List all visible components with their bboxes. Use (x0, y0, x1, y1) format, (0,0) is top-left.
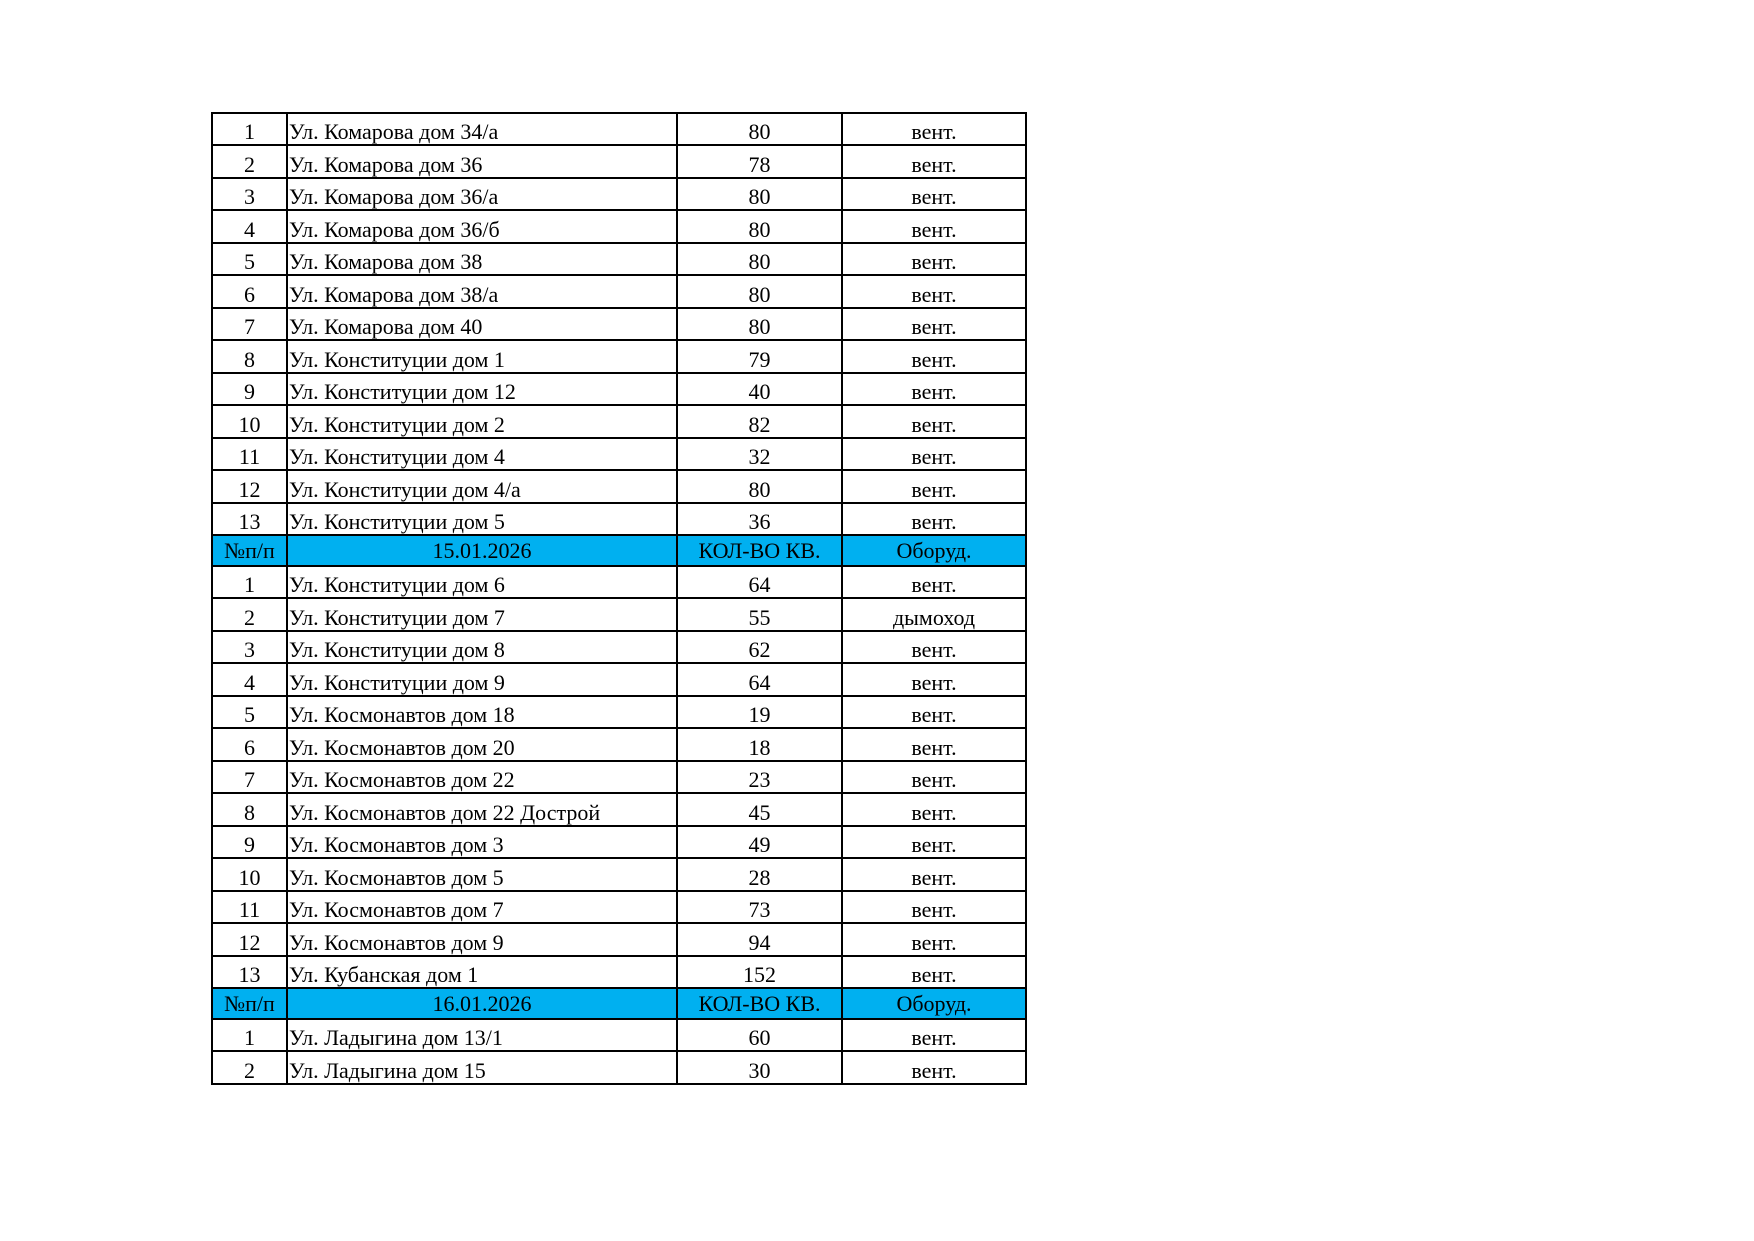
row-address: Ул. Комарова дом 40 (287, 308, 677, 340)
row-equipment: вент. (842, 858, 1026, 891)
row-number: 7 (212, 761, 287, 793)
row-number: 1 (212, 566, 287, 598)
row-apartment-count: 73 (677, 891, 842, 923)
row-address: Ул. Комарова дом 38/а (287, 275, 677, 308)
row-apartment-count: 45 (677, 793, 842, 826)
row-equipment: вент. (842, 826, 1026, 858)
row-equipment: вент. (842, 728, 1026, 761)
date-header-row (212, 988, 1026, 1019)
row-apartment-count: 49 (677, 826, 842, 858)
row-apartment-count: 80 (677, 243, 842, 275)
row-apartment-count: 64 (677, 663, 842, 696)
row-apartment-count: 152 (677, 956, 842, 988)
row-equipment: вент. (842, 956, 1026, 988)
row-address: Ул. Конституции дом 2 (287, 405, 677, 438)
row-apartment-count: 82 (677, 405, 842, 438)
table-row (212, 858, 1026, 891)
row-number: 1 (212, 113, 287, 145)
row-address: Ул. Конституции дом 6 (287, 566, 677, 598)
row-address: Ул. Космонавтов дом 18 (287, 696, 677, 728)
table-row (212, 470, 1026, 503)
row-apartment-count: 80 (677, 470, 842, 503)
row-number: 6 (212, 728, 287, 761)
row-address: Ул. Кубанская дом 1 (287, 956, 677, 988)
row-equipment: вент. (842, 243, 1026, 275)
row-address: Ул. Космонавтов дом 7 (287, 891, 677, 923)
row-equipment: вент. (842, 178, 1026, 210)
row-address: Ул. Комарова дом 36 (287, 145, 677, 178)
row-apartment-count: 32 (677, 438, 842, 470)
row-number: 5 (212, 243, 287, 275)
table-row (212, 956, 1026, 988)
row-apartment-count: 80 (677, 308, 842, 340)
row-number: 10 (212, 858, 287, 891)
row-number: 12 (212, 470, 287, 503)
row-equipment: вент. (842, 470, 1026, 503)
table-row (212, 1051, 1026, 1084)
table-row (212, 113, 1026, 145)
row-equipment: вент. (842, 923, 1026, 956)
row-number: 4 (212, 663, 287, 696)
row-number: 13 (212, 503, 287, 535)
row-number: 9 (212, 373, 287, 405)
row-address: Ул. Конституции дом 5 (287, 503, 677, 535)
row-address: Ул. Комарова дом 38 (287, 243, 677, 275)
table-row (212, 826, 1026, 858)
row-number: 1 (212, 1019, 287, 1051)
row-address: Ул. Конституции дом 1 (287, 340, 677, 373)
row-number: 6 (212, 275, 287, 308)
row-equipment: вент. (842, 275, 1026, 308)
row-equipment: вент. (842, 631, 1026, 663)
row-apartment-count: 80 (677, 113, 842, 145)
date-header-row (212, 535, 1026, 566)
row-address: Ул. Комарова дом 36/б (287, 210, 677, 243)
row-address: Ул. Конституции дом 4 (287, 438, 677, 470)
table-row (212, 696, 1026, 728)
table-row (212, 210, 1026, 243)
schedule-table (211, 112, 1027, 1085)
row-address: Ул. Космонавтов дом 9 (287, 923, 677, 956)
row-equipment: вент. (842, 663, 1026, 696)
row-equipment: вент. (842, 891, 1026, 923)
table-row (212, 178, 1026, 210)
row-number: 7 (212, 308, 287, 340)
table-row (212, 275, 1026, 308)
row-number: 2 (212, 145, 287, 178)
table-row (212, 145, 1026, 178)
row-equipment: вент. (842, 1051, 1026, 1084)
row-number: 5 (212, 696, 287, 728)
row-equipment: вент. (842, 761, 1026, 793)
row-apartment-count: 79 (677, 340, 842, 373)
row-equipment: вент. (842, 503, 1026, 535)
row-address: Ул. Комарова дом 36/а (287, 178, 677, 210)
table-row (212, 891, 1026, 923)
row-address: Ул. Космонавтов дом 20 (287, 728, 677, 761)
row-number: 9 (212, 826, 287, 858)
row-number: 4 (212, 210, 287, 243)
row-address: Ул. Конституции дом 4/а (287, 470, 677, 503)
row-equipment: вент. (842, 210, 1026, 243)
table-row (212, 438, 1026, 470)
row-number: 3 (212, 178, 287, 210)
header-quantity-label: КОЛ-ВО КВ. (677, 988, 842, 1019)
table-row (212, 793, 1026, 826)
row-address: Ул. Космонавтов дом 22 Дострой (287, 793, 677, 826)
table-row (212, 631, 1026, 663)
row-number: 11 (212, 438, 287, 470)
row-address: Ул. Космонавтов дом 5 (287, 858, 677, 891)
table-row (212, 308, 1026, 340)
row-equipment: вент. (842, 145, 1026, 178)
row-address: Ул. Комарова дом 34/а (287, 113, 677, 145)
row-equipment: вент. (842, 696, 1026, 728)
row-apartment-count: 80 (677, 275, 842, 308)
row-equipment: вент. (842, 373, 1026, 405)
row-apartment-count: 80 (677, 178, 842, 210)
row-number: 8 (212, 793, 287, 826)
row-apartment-count: 40 (677, 373, 842, 405)
row-apartment-count: 18 (677, 728, 842, 761)
row-address: Ул. Ладыгина дом 15 (287, 1051, 677, 1084)
row-number: 8 (212, 340, 287, 373)
row-address: Ул. Конституции дом 7 (287, 598, 677, 631)
row-apartment-count: 80 (677, 210, 842, 243)
row-address: Ул. Ладыгина дом 13/1 (287, 1019, 677, 1051)
row-number: 11 (212, 891, 287, 923)
row-apartment-count: 30 (677, 1051, 842, 1084)
row-number: 3 (212, 631, 287, 663)
row-equipment: вент. (842, 405, 1026, 438)
header-date: 16.01.2026 (287, 988, 677, 1019)
row-equipment: вент. (842, 113, 1026, 145)
row-apartment-count: 28 (677, 858, 842, 891)
row-number: 2 (212, 1051, 287, 1084)
row-apartment-count: 60 (677, 1019, 842, 1051)
header-date: 15.01.2026 (287, 535, 677, 566)
table-row (212, 566, 1026, 598)
header-number-label: №п/п (212, 535, 287, 566)
table-row (212, 503, 1026, 535)
table-row (212, 1019, 1026, 1051)
row-equipment: вент. (842, 793, 1026, 826)
row-apartment-count: 23 (677, 761, 842, 793)
row-number: 13 (212, 956, 287, 988)
row-apartment-count: 64 (677, 566, 842, 598)
table-row (212, 598, 1026, 631)
row-apartment-count: 94 (677, 923, 842, 956)
row-address: Ул. Конституции дом 9 (287, 663, 677, 696)
row-equipment: дымоход (842, 598, 1026, 631)
row-address: Ул. Конституции дом 8 (287, 631, 677, 663)
table-row (212, 663, 1026, 696)
row-apartment-count: 62 (677, 631, 842, 663)
schedule-table-body (212, 113, 1026, 1084)
table-row (212, 340, 1026, 373)
table-row (212, 405, 1026, 438)
table-row (212, 761, 1026, 793)
header-equipment-label: Оборуд. (842, 535, 1026, 566)
row-equipment: вент. (842, 340, 1026, 373)
table-row (212, 243, 1026, 275)
table-row (212, 728, 1026, 761)
header-number-label: №п/п (212, 988, 287, 1019)
row-number: 12 (212, 923, 287, 956)
row-equipment: вент. (842, 438, 1026, 470)
row-number: 10 (212, 405, 287, 438)
row-apartment-count: 19 (677, 696, 842, 728)
row-address: Ул. Космонавтов дом 22 (287, 761, 677, 793)
row-address: Ул. Космонавтов дом 3 (287, 826, 677, 858)
table-row (212, 923, 1026, 956)
row-apartment-count: 78 (677, 145, 842, 178)
row-address: Ул. Конституции дом 12 (287, 373, 677, 405)
header-equipment-label: Оборуд. (842, 988, 1026, 1019)
row-number: 2 (212, 598, 287, 631)
table-row (212, 373, 1026, 405)
row-apartment-count: 36 (677, 503, 842, 535)
row-equipment: вент. (842, 308, 1026, 340)
row-equipment: вент. (842, 1019, 1026, 1051)
header-quantity-label: КОЛ-ВО КВ. (677, 535, 842, 566)
row-apartment-count: 55 (677, 598, 842, 631)
row-equipment: вент. (842, 566, 1026, 598)
